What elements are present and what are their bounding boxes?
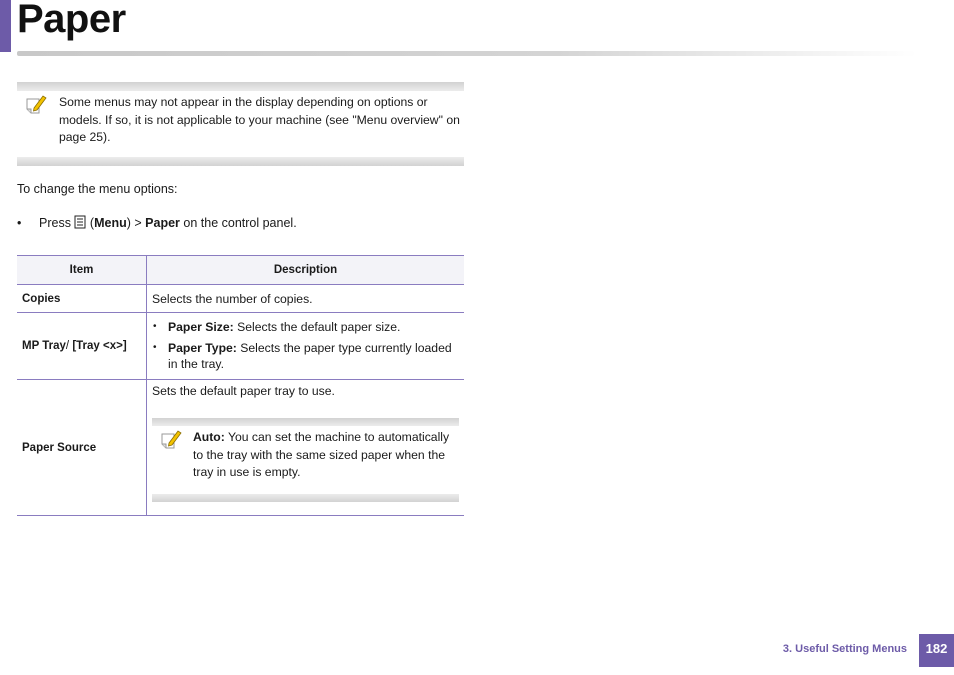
press-open-paren: ( bbox=[89, 216, 95, 230]
intro-text: To change the menu options: bbox=[17, 182, 178, 196]
auto-note-text bbox=[193, 429, 455, 482]
table-row bbox=[17, 313, 464, 380]
page-title: Paper bbox=[17, 0, 126, 41]
footer-section-label: 3. Useful Setting Menus bbox=[782, 643, 907, 655]
desc-mp-tray bbox=[147, 313, 465, 380]
paper-source-text: Sets the default paper tray to use. bbox=[152, 384, 335, 398]
note-pencil-icon bbox=[25, 94, 47, 118]
press-menu: Menu bbox=[94, 216, 127, 230]
press-paper: Paper bbox=[145, 216, 180, 230]
desc-paper-source bbox=[147, 380, 465, 516]
menu-table bbox=[17, 255, 464, 516]
accent-bar bbox=[0, 0, 11, 52]
item-mp-tray bbox=[17, 313, 147, 380]
note-text: Some menus may not appear in the display depending on options or models. If so, it is not applicable to your machine (see "Menu overview" on page 25). bbox=[59, 95, 460, 144]
note-box bbox=[17, 82, 464, 166]
item-paper-source: Paper Source bbox=[17, 380, 147, 516]
press-suffix: on the control panel. bbox=[183, 216, 297, 230]
item-copies: Copies bbox=[17, 285, 147, 313]
list-item bbox=[152, 319, 459, 336]
auto-note-box bbox=[152, 418, 459, 502]
paper-size-text: Selects the default paper size. bbox=[237, 320, 401, 335]
paper-size-label: Paper Size: bbox=[168, 320, 234, 335]
bullet: • bbox=[17, 216, 22, 230]
press-prefix: Press bbox=[39, 216, 71, 230]
desc-list bbox=[152, 319, 459, 373]
auto-text: You can set the machine to automatically to the tray with the same sized paper when the tray in use is empty. bbox=[193, 430, 450, 479]
paper-type-label: Paper Type: bbox=[168, 340, 237, 355]
header-item: Item bbox=[17, 256, 147, 285]
press-instruction bbox=[17, 215, 297, 230]
auto-label: Auto: bbox=[193, 430, 225, 444]
title-rule bbox=[17, 51, 917, 56]
header-description: Description bbox=[147, 256, 465, 285]
note-pencil-icon bbox=[160, 429, 182, 453]
table-header-row bbox=[17, 256, 464, 285]
table-row bbox=[17, 380, 464, 516]
paper-type-text: Selects the paper type currently loaded in the tray. bbox=[168, 340, 452, 372]
item-mp-tray-sep: / bbox=[65, 340, 70, 352]
table-row bbox=[17, 285, 464, 313]
item-mp-tray-a: MP Tray bbox=[22, 340, 66, 352]
list-item bbox=[152, 340, 459, 373]
desc-copies: Selects the number of copies. bbox=[147, 285, 465, 313]
page-number: 182 bbox=[919, 634, 954, 667]
menu-icon bbox=[74, 215, 86, 229]
press-mid: ) > bbox=[126, 216, 142, 230]
item-mp-tray-b: [Tray <x>] bbox=[72, 340, 127, 352]
